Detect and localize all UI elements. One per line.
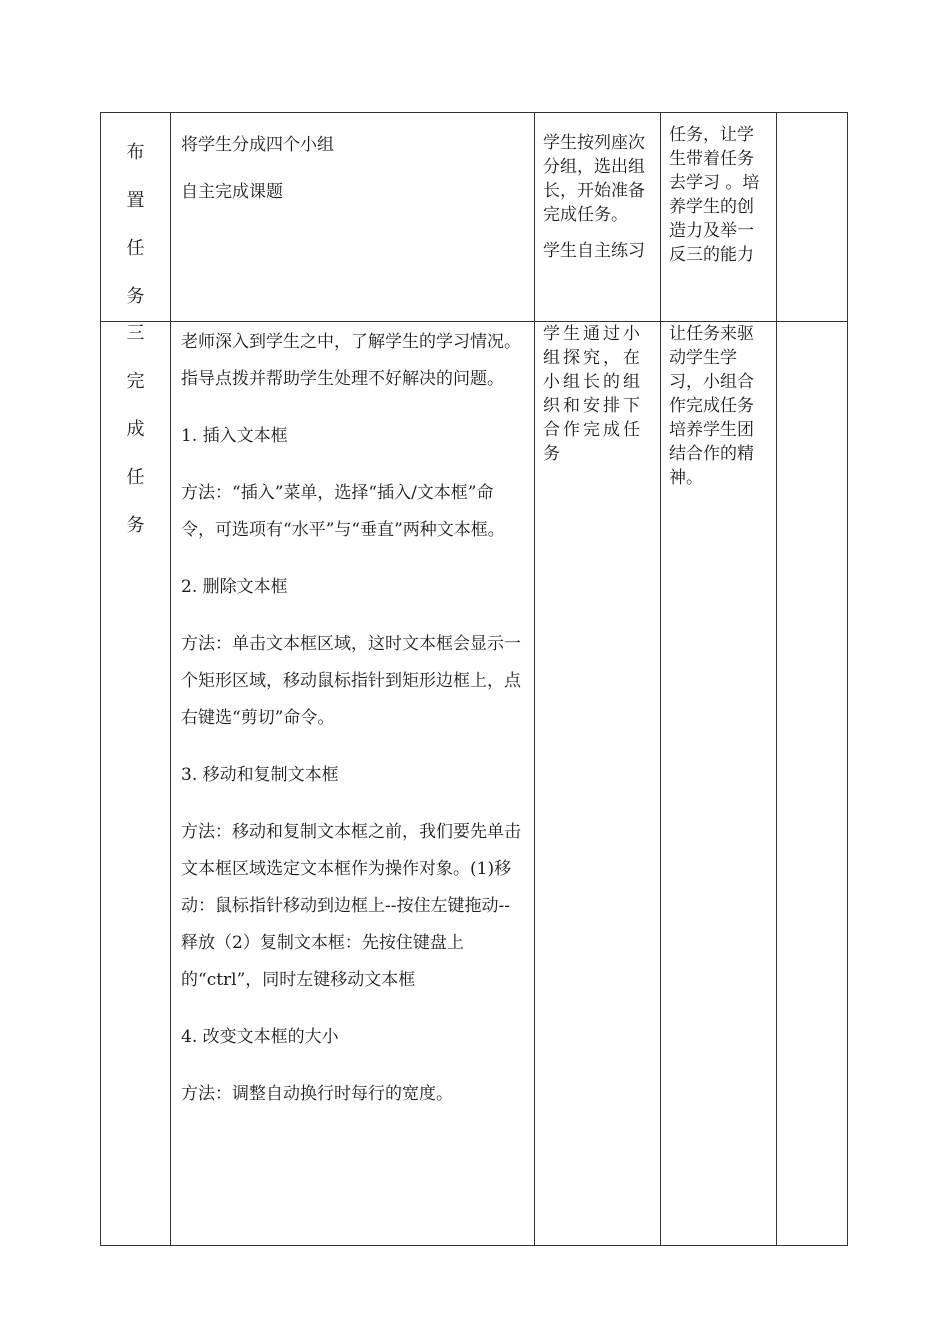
design-intent-cell — [661, 113, 777, 322]
student-activity-cell — [535, 113, 661, 322]
content-paragraph: 方法：移动和复制文本框之前，我们要先单击文本框区域选定文本框作为操作对象。(1)移动：鼠标指针移动到边框上--按住左键拖动--释放（2）复制文本框：先按住键盘上的“ctrl”，同时左键移动文本框 — [181, 822, 521, 990]
step-heading: 2. 删除文本框 — [181, 577, 288, 597]
content-paragraph: 方法：调整自动换行时每行的宽度。 — [181, 1084, 453, 1104]
content-paragraph: 方法：单击文本框区域，这时文本框会显示一个矩形区域，移动鼠标指针到矩形边框上，点右键选“剪切”命令。 — [181, 634, 521, 728]
student-activity-cell — [535, 322, 661, 1246]
step-heading: 1. 插入文本框 — [181, 426, 288, 446]
content-cell — [171, 322, 535, 1246]
activity-paragraph: 学生通过小组探究，在小组长的组织和安排下合作完成任务 — [543, 324, 643, 464]
content-paragraph: 方法：“插入”菜单，选择“插入/文本框”命令，可选项有“水平”与“垂直”两种文本框。 — [181, 483, 505, 540]
table-row — [101, 322, 848, 1246]
notes-cell — [777, 113, 848, 322]
intent-paragraph: 任务，让学生带着任务去学习 。培养学生的创造力及举一反三的能力 — [669, 125, 760, 265]
activity-paragraph: 学生按列座次分组，选出组长，开始准备完成任务。 — [543, 133, 645, 225]
content-paragraph: 自主完成课题 — [181, 182, 283, 202]
intent-paragraph: 让任务来驱动学生学习，小组合作完成任务培养学生团结合作的精神。 — [669, 324, 754, 488]
stage-cell — [101, 113, 171, 322]
stage-cell — [101, 322, 171, 1246]
stage-label: 三 完 成 任 务 — [126, 323, 145, 536]
design-intent-cell — [661, 322, 777, 1246]
step-heading: 4. 改变文本框的大小 — [181, 1027, 339, 1047]
lesson-plan-table — [100, 112, 848, 1246]
content-cell — [171, 113, 535, 322]
content-paragraph: 老师深入到学生之中，了解学生的学习情况。指导点拨并帮助学生处理不好解决的问题。 — [181, 332, 521, 389]
notes-cell — [777, 322, 848, 1246]
step-heading: 3. 移动和复制文本框 — [181, 765, 339, 785]
stage-label: 布 置 任 务 — [126, 142, 145, 307]
content-paragraph: 将学生分成四个小组 — [181, 135, 334, 155]
activity-paragraph: 学生自主练习 — [543, 241, 645, 261]
table-row — [101, 113, 848, 322]
